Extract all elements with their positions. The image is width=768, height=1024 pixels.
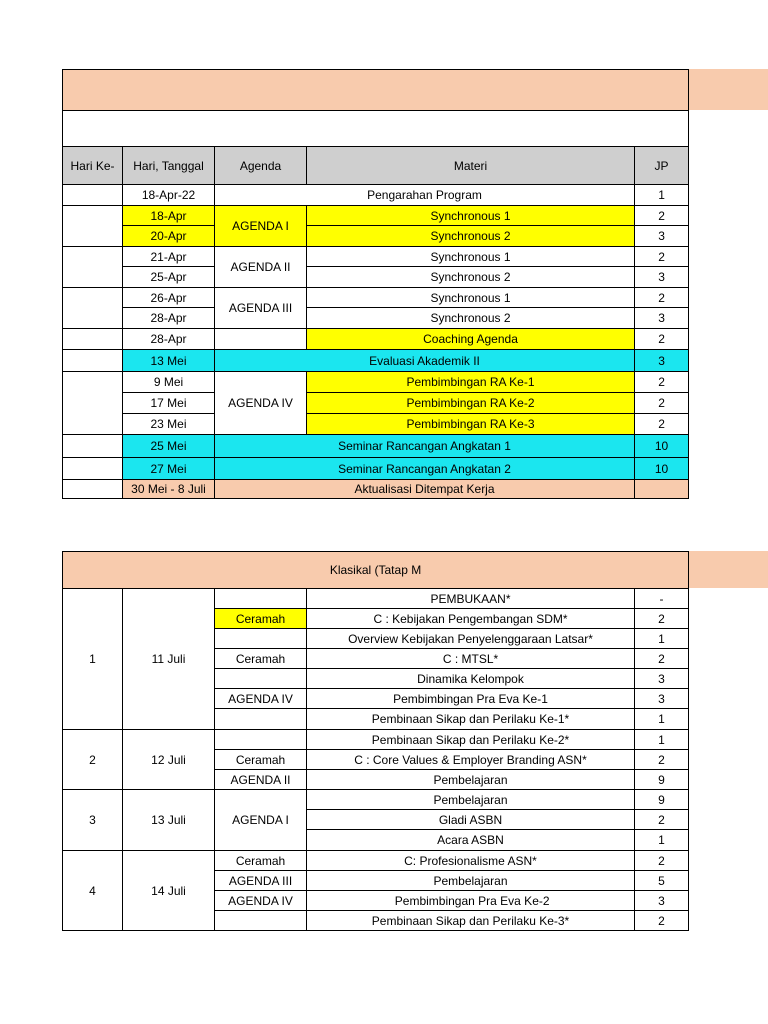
date-cell: 28-Apr — [123, 329, 215, 350]
materi-cell: Pembinaan Sikap dan Perilaku Ke-2* — [307, 730, 635, 750]
date-cell: 17 Mei — [123, 393, 215, 414]
hari-ke-cell — [63, 372, 123, 435]
materi-cell: Pembimbingan Pra Eva Ke-1 — [307, 689, 635, 709]
jp-cell: 2 — [635, 851, 689, 871]
materi-cell: Pembelajaran — [307, 871, 635, 891]
materi-cell: Coaching Agenda — [307, 329, 635, 350]
agenda-cell — [215, 911, 307, 931]
table1-row — [63, 288, 689, 308]
col-header-materi: Materi — [307, 147, 635, 185]
materi-cell: Synchronous 2 — [307, 267, 635, 288]
materi-cell: Overview Kebijakan Penyelenggaraan Latsar* — [307, 629, 635, 649]
agenda-cell: Ceramah — [215, 851, 307, 871]
jp-cell: 3 — [635, 226, 689, 247]
materi-cell: C : Core Values & Employer Branding ASN* — [307, 750, 635, 770]
table1-row — [63, 372, 689, 393]
date-cell: 25-Apr — [123, 267, 215, 288]
agenda-cell: Ceramah — [215, 609, 307, 629]
hari-ke-cell — [63, 435, 123, 458]
hari-ke-cell — [63, 458, 123, 480]
table1-row — [63, 308, 689, 329]
materi-cell: Synchronous 1 — [307, 288, 635, 308]
materi-cell: Pembelajaran — [307, 790, 635, 810]
jp-cell: 5 — [635, 871, 689, 891]
jp-cell: 10 — [635, 435, 689, 458]
hari-ke-cell — [63, 247, 123, 288]
day-date-cell: 11 Juli — [123, 589, 215, 730]
schedule-table-overview — [62, 69, 689, 499]
table1-row — [63, 267, 689, 288]
jp-cell: 3 — [635, 689, 689, 709]
materi-cell: C: Profesionalisme ASN* — [307, 851, 635, 871]
date-cell: 9 Mei — [123, 372, 215, 393]
agenda-cell — [215, 669, 307, 689]
event-cell: Aktualisasi Ditempat Kerja — [215, 480, 635, 499]
jp-cell: 2 — [635, 750, 689, 770]
table1-row — [63, 435, 689, 458]
jp-cell: - — [635, 589, 689, 609]
schedule-table-klasikal — [62, 551, 689, 931]
jp-cell: 2 — [635, 247, 689, 267]
materi-cell: Synchronous 2 — [307, 308, 635, 329]
date-cell: 25 Mei — [123, 435, 215, 458]
hari-ke-cell — [63, 206, 123, 247]
materi-cell: Acara ASBN — [307, 830, 635, 851]
agenda-cell: AGENDA I — [215, 206, 307, 247]
jp-cell: 2 — [635, 810, 689, 830]
materi-cell: PEMBUKAAN* — [307, 589, 635, 609]
jp-cell: 2 — [635, 911, 689, 931]
table2-row — [63, 730, 689, 750]
hari-ke-cell — [63, 480, 123, 499]
col-header-hari-tanggal: Hari, Tanggal — [123, 147, 215, 185]
table1-title-band-extension — [688, 69, 768, 110]
day-number-cell: 4 — [63, 851, 123, 931]
table1-row — [63, 393, 689, 414]
day-number-cell: 1 — [63, 589, 123, 730]
materi-cell: Pembimbingan RA Ke-2 — [307, 393, 635, 414]
col-header-agenda: Agenda — [215, 147, 307, 185]
table1-row — [63, 458, 689, 480]
agenda-cell: Ceramah — [215, 750, 307, 770]
date-cell: 21-Apr — [123, 247, 215, 267]
table1-header-row — [63, 147, 689, 185]
agenda-cell: AGENDA III — [215, 871, 307, 891]
event-cell: Seminar Rancangan Angkatan 2 — [215, 458, 635, 480]
jp-cell: 3 — [635, 267, 689, 288]
date-cell: 28-Apr — [123, 308, 215, 329]
agenda-cell: AGENDA I — [215, 790, 307, 851]
jp-cell: 3 — [635, 891, 689, 911]
table1-row — [63, 247, 689, 267]
date-cell: 26-Apr — [123, 288, 215, 308]
agenda-cell: AGENDA II — [215, 247, 307, 288]
jp-cell: 1 — [635, 730, 689, 750]
day-number-cell: 3 — [63, 790, 123, 851]
event-cell: Evaluasi Akademik II — [215, 350, 635, 372]
materi-cell: Dinamika Kelompok — [307, 669, 635, 689]
table2-title: Klasikal (Tatap M — [63, 552, 689, 589]
jp-cell: 2 — [635, 206, 689, 226]
agenda-cell — [215, 730, 307, 750]
jp-cell: 9 — [635, 790, 689, 810]
jp-cell: 2 — [635, 609, 689, 629]
materi-cell: Pembimbingan RA Ke-3 — [307, 414, 635, 435]
event-cell: Seminar Rancangan Angkatan 1 — [215, 435, 635, 458]
date-cell: 20-Apr — [123, 226, 215, 247]
agenda-cell: AGENDA IV — [215, 689, 307, 709]
day-date-cell: 13 Juli — [123, 790, 215, 851]
date-cell: 23 Mei — [123, 414, 215, 435]
agenda-cell — [215, 589, 307, 609]
materi-cell: Pembimbingan RA Ke-1 — [307, 372, 635, 393]
day-date-cell: 14 Juli — [123, 851, 215, 931]
jp-cell: 1 — [635, 709, 689, 730]
jp-cell: 2 — [635, 414, 689, 435]
jp-cell: 3 — [635, 308, 689, 329]
agenda-cell: AGENDA IV — [215, 372, 307, 435]
date-cell: 18-Apr — [123, 206, 215, 226]
jp-cell: 2 — [635, 649, 689, 669]
materi-cell: Synchronous 1 — [307, 206, 635, 226]
table1-row — [63, 329, 689, 350]
table1-row — [63, 350, 689, 372]
agenda-cell: Ceramah — [215, 649, 307, 669]
materi-cell: Pembelajaran — [307, 770, 635, 790]
date-cell: 27 Mei — [123, 458, 215, 480]
day-date-cell: 12 Juli — [123, 730, 215, 790]
jp-cell: 2 — [635, 372, 689, 393]
jp-cell: 3 — [635, 669, 689, 689]
jp-cell: 9 — [635, 770, 689, 790]
materi-cell: Pembimbingan Pra Eva Ke-2 — [307, 891, 635, 911]
agenda-cell: AGENDA III — [215, 288, 307, 329]
hari-ke-cell — [63, 288, 123, 329]
table2-title-band-extension — [688, 551, 768, 588]
materi-cell: Gladi ASBN — [307, 810, 635, 830]
table1-row — [63, 480, 689, 499]
materi-cell: Pembinaan Sikap dan Perilaku Ke-1* — [307, 709, 635, 730]
materi-cell: C : Kebijakan Pengembangan SDM* — [307, 609, 635, 629]
table1-blank-row — [63, 111, 689, 147]
col-header-hari-ke: Hari Ke- — [63, 147, 123, 185]
table1-row — [63, 185, 689, 206]
jp-cell: 1 — [635, 629, 689, 649]
table1-title-band — [63, 70, 689, 111]
table2-row — [63, 589, 689, 609]
hari-ke-cell — [63, 350, 123, 372]
agenda-cell — [215, 709, 307, 730]
table2-row — [63, 851, 689, 871]
agenda-cell — [215, 629, 307, 649]
materi-cell: Synchronous 1 — [307, 247, 635, 267]
agenda-cell — [215, 329, 307, 350]
agenda-cell: AGENDA IV — [215, 891, 307, 911]
table1-row — [63, 226, 689, 247]
date-cell: 18-Apr-22 — [123, 185, 215, 206]
jp-cell: 2 — [635, 393, 689, 414]
agenda-cell: AGENDA II — [215, 770, 307, 790]
table1-row — [63, 414, 689, 435]
jp-cell — [635, 480, 689, 499]
col-header-jp: JP — [635, 147, 689, 185]
jp-cell: 2 — [635, 329, 689, 350]
jp-cell: 2 — [635, 288, 689, 308]
jp-cell: 1 — [635, 830, 689, 851]
table1-row — [63, 206, 689, 226]
jp-cell: 3 — [635, 350, 689, 372]
jp-cell: 1 — [635, 185, 689, 206]
materi-cell: Synchronous 2 — [307, 226, 635, 247]
hari-ke-cell — [63, 185, 123, 206]
materi-cell: C : MTSL* — [307, 649, 635, 669]
table2-row — [63, 790, 689, 810]
jp-cell: 10 — [635, 458, 689, 480]
date-cell: 30 Mei - 8 Juli — [123, 480, 215, 499]
hari-ke-cell — [63, 329, 123, 350]
materi-cell: Pembinaan Sikap dan Perilaku Ke-3* — [307, 911, 635, 931]
day-number-cell: 2 — [63, 730, 123, 790]
date-cell: 13 Mei — [123, 350, 215, 372]
program-cell: Pengarahan Program — [215, 185, 635, 206]
